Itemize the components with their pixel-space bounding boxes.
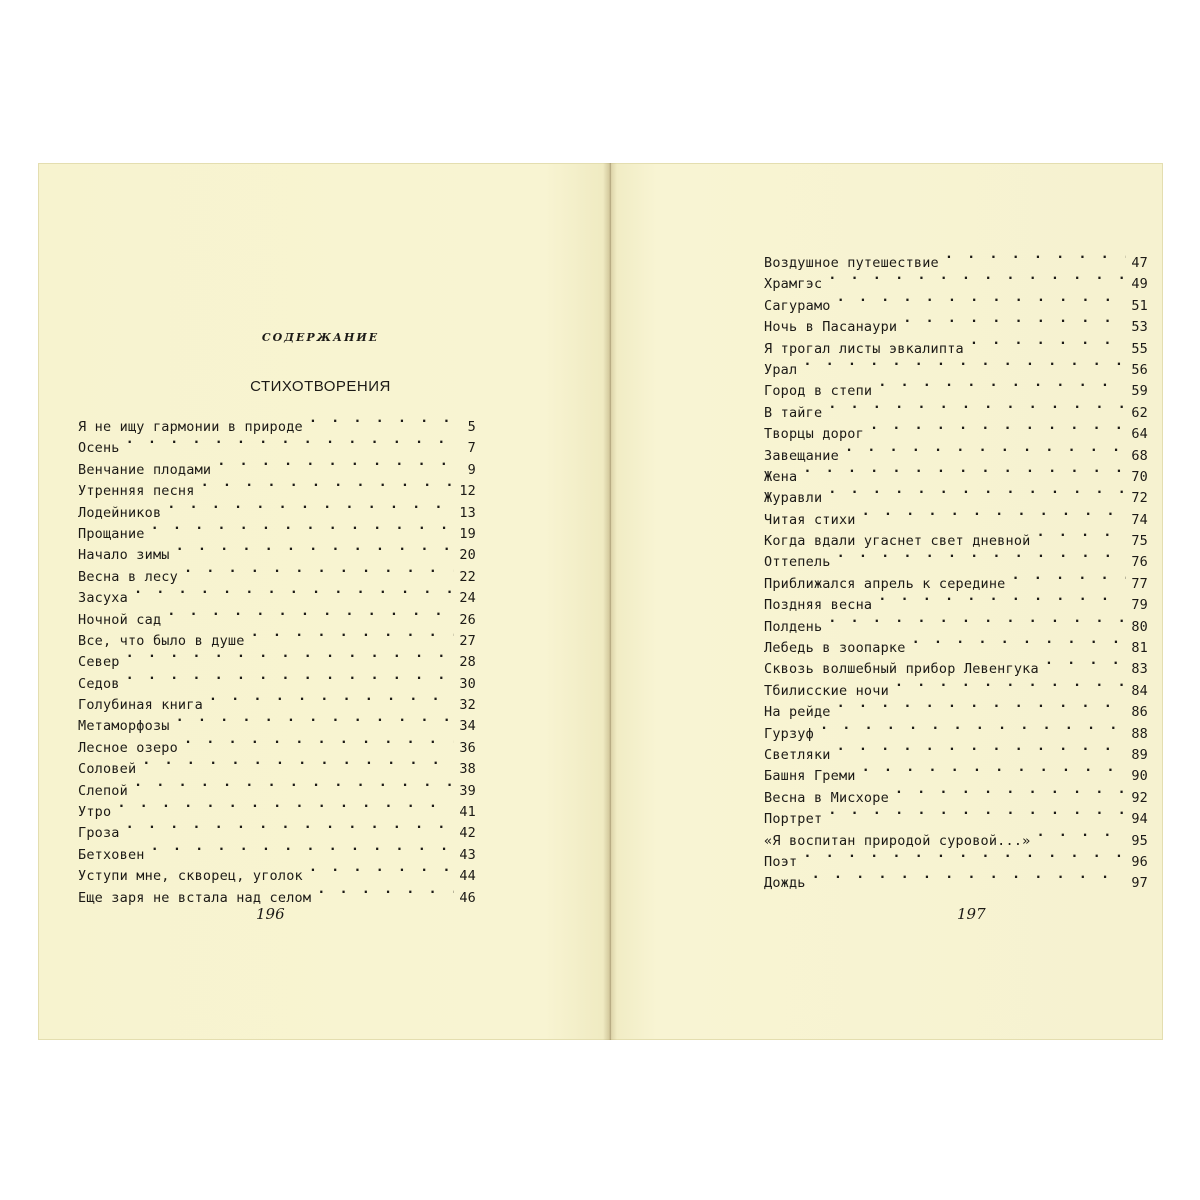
toc-entry-page: 43: [459, 846, 476, 863]
toc-entry: [78, 453, 476, 478]
toc-entry-title: Полдень: [764, 618, 823, 635]
toc-entry-page: 9: [467, 461, 476, 478]
toc-entry-title: Весна в Мисхоре: [764, 789, 889, 806]
toc-entry-page: 56: [1131, 361, 1148, 378]
toc-entry-title: Дождь: [764, 875, 806, 892]
toc-entry-title: Башня Греми: [764, 768, 856, 785]
toc-entry-title: Читая стихи: [764, 511, 856, 528]
toc-entry-title: Гроза: [78, 825, 120, 842]
dot-leader: [828, 802, 1126, 823]
dot-leader: [1045, 652, 1126, 673]
toc-entry-page: 34: [459, 718, 476, 735]
dot-leader: [828, 481, 1126, 502]
dot-leader: [184, 731, 454, 752]
toc-entry: [78, 795, 476, 821]
toc-entry-title: Я трогал листы эвкалипта: [764, 340, 964, 357]
toc-entry: [764, 717, 1148, 742]
dot-leader: [251, 624, 454, 645]
toc-entry-title: Лесное озеро: [78, 739, 178, 756]
toc-entry-page: 64: [1131, 426, 1148, 443]
dot-leader: [862, 759, 1126, 780]
toc-list-left: [78, 410, 476, 906]
toc-entry: [78, 645, 476, 671]
toc-entry: [764, 866, 1148, 892]
dot-leader: [837, 545, 1126, 566]
dot-leader: [184, 560, 454, 581]
toc-entry-page: 19: [459, 525, 476, 542]
dot-leader: [1037, 524, 1127, 545]
toc-entry-title: Осень: [78, 440, 120, 457]
toc-entry-title: Светляки: [764, 746, 831, 763]
toc-entry-title: Поздняя весна: [764, 597, 873, 614]
dot-leader: [828, 267, 1126, 288]
dot-leader: [209, 688, 454, 709]
toc-entry-page: 51: [1131, 297, 1148, 314]
toc-entry-title: «Я воспитан природой суровой...»: [764, 832, 1031, 849]
toc-entry-page: 22: [459, 568, 476, 585]
toc-entry: [764, 353, 1148, 378]
toc-entry: [764, 460, 1148, 485]
open-book: [38, 163, 1163, 1040]
toc-entry: [78, 667, 476, 692]
toc-entry-title: Бетховен: [78, 846, 145, 863]
dot-leader: [151, 517, 454, 538]
toc-entry: [78, 431, 476, 457]
toc-entry-title: Сагурамо: [764, 297, 831, 314]
toc-entry-page: 13: [459, 504, 476, 521]
toc-entry-page: 96: [1131, 853, 1148, 870]
toc-entry-page: 55: [1131, 340, 1148, 357]
dot-leader: [837, 695, 1126, 716]
toc-entry-page: 94: [1131, 811, 1148, 828]
toc-entry-page: 53: [1131, 319, 1148, 336]
toc-entry-title: Когда вдали угаснет свет дневной: [764, 533, 1031, 550]
toc-entry-title: Прощание: [78, 525, 145, 542]
toc-entry-page: 5: [467, 419, 476, 435]
toc-entry-page: 12: [459, 483, 476, 500]
toc-entry-page: 28: [459, 654, 476, 671]
toc-entry-page: 86: [1131, 704, 1148, 721]
dot-leader: [167, 603, 454, 624]
dot-leader: [862, 503, 1126, 524]
toc-entry-page: 68: [1131, 447, 1148, 464]
page-number-left: 196: [256, 905, 285, 923]
toc-entry: [78, 774, 476, 799]
toc-entry: [78, 603, 476, 628]
dot-leader: [309, 410, 454, 431]
toc-entry-page: 62: [1131, 404, 1148, 421]
toc-entry-title: Седов: [78, 675, 120, 692]
toc-entry-page: 47: [1131, 255, 1148, 271]
page-number-right: 197: [957, 905, 986, 923]
toc-entry: [78, 410, 476, 435]
toc-entry-title: Метаморфозы: [78, 718, 170, 735]
toc-entry-page: 88: [1131, 725, 1148, 742]
dot-leader: [201, 474, 454, 495]
toc-entry-title: Ночной сад: [78, 611, 162, 628]
dot-leader: [837, 289, 1126, 310]
toc-entry-title: Утро: [78, 804, 112, 821]
toc-entry-title: Уступи мне, скворец, уголок: [78, 868, 303, 885]
toc-entry-page: 75: [1131, 533, 1148, 550]
dot-leader: [117, 795, 454, 816]
dot-leader: [945, 246, 1126, 267]
toc-entry-page: 44: [459, 868, 476, 885]
toc-entry-title: Венчание плодами: [78, 461, 212, 478]
toc-entry-title: Поэт: [764, 853, 798, 870]
dot-leader: [176, 538, 454, 559]
toc-entry-page: 32: [459, 697, 476, 714]
toc-list-right: [764, 246, 1148, 892]
toc-entry-page: 74: [1131, 511, 1148, 528]
toc-entry-page: 90: [1131, 768, 1148, 785]
toc-entry-title: Воздушное путешествие: [764, 255, 939, 271]
toc-entry-page: 89: [1131, 746, 1148, 763]
toc-entry-title: Город в степи: [764, 383, 873, 400]
toc-entry-page: 59: [1131, 383, 1148, 400]
toc-entry-page: 39: [459, 782, 476, 799]
toc-entry-page: 42: [459, 825, 476, 842]
dot-leader: [803, 353, 1126, 374]
dot-leader: [126, 645, 454, 666]
dot-leader: [803, 460, 1126, 481]
toc-entry: [78, 688, 476, 714]
toc-entry-page: 41: [459, 804, 476, 821]
dot-leader: [870, 417, 1126, 438]
toc-entry-title: Сквозь волшебный прибор Левенгука: [764, 661, 1039, 678]
toc-entry: [78, 838, 476, 863]
toc-entry-page: 24: [459, 590, 476, 607]
dot-leader: [126, 431, 454, 452]
toc-entry-page: 38: [459, 761, 476, 778]
dot-leader: [1012, 567, 1126, 588]
dot-leader: [217, 453, 454, 474]
toc-entry-page: 36: [459, 739, 476, 756]
toc-entry: [764, 738, 1148, 763]
toc-entry-title: Еще заря не встала над селом: [78, 889, 312, 906]
toc-entry-title: Творцы дорог: [764, 426, 864, 443]
dot-leader: [828, 610, 1126, 631]
toc-entry: [764, 246, 1148, 271]
toc-section-heading: СТИХОТВОРЕНИЯ: [250, 378, 391, 395]
toc-entry-title: Утренняя песня: [78, 483, 195, 500]
toc-entry: [764, 481, 1148, 507]
toc-entry-page: 92: [1131, 789, 1148, 806]
toc-entry-title: Соловей: [78, 761, 137, 778]
dot-leader: [167, 496, 454, 517]
dot-leader: [142, 752, 454, 773]
dot-leader: [895, 674, 1126, 695]
dot-leader: [903, 310, 1126, 331]
dot-leader: [845, 439, 1126, 460]
toc-entry-page: 46: [459, 889, 476, 906]
toc-entry-title: Ночь в Пасанаури: [764, 319, 898, 336]
toc-entry-page: 26: [459, 611, 476, 628]
toc-entry-page: 84: [1131, 682, 1148, 699]
toc-entry-page: 76: [1131, 554, 1148, 571]
left-page: [38, 163, 603, 1040]
toc-entry-title: Портрет: [764, 811, 823, 828]
toc-entry-page: 7: [467, 440, 476, 457]
dot-leader: [151, 838, 454, 859]
toc-entry-title: Урал: [764, 361, 798, 378]
dot-leader: [803, 845, 1126, 866]
toc-entry-page: 27: [459, 632, 476, 649]
book-spine: [603, 163, 617, 1040]
dot-leader: [828, 396, 1126, 417]
toc-entry: [764, 374, 1148, 400]
toc-entry-title: Журавли: [764, 490, 823, 507]
dot-leader: [176, 709, 454, 730]
dot-leader: [309, 859, 454, 880]
toc-entry-title: Весна в лесу: [78, 568, 178, 585]
dot-leader: [812, 866, 1126, 887]
toc-entry-page: 83: [1131, 661, 1148, 678]
toc-entry-title: Храмгэс: [764, 276, 823, 293]
toc-entry-page: 49: [1131, 276, 1148, 293]
toc-entry-page: 20: [459, 547, 476, 564]
toc-entry-page: 77: [1131, 575, 1148, 592]
dot-leader: [878, 374, 1126, 395]
toc-entry-title: Засуха: [78, 590, 128, 607]
dot-leader: [837, 738, 1126, 759]
toc-entry-title: Все, что было в душе: [78, 632, 245, 649]
toc-entry-title: Голубиная книга: [78, 697, 203, 714]
dot-leader: [878, 588, 1126, 609]
toc-entry-title: Жена: [764, 468, 798, 485]
toc-entry-page: 81: [1131, 640, 1148, 657]
toc-heading: СОДЕРЖАНИЕ: [261, 331, 380, 344]
toc-entry-title: Тбилисские ночи: [764, 682, 889, 699]
toc-entry: [78, 581, 476, 607]
dot-leader: [126, 816, 454, 837]
toc-entry-title: Гурзуф: [764, 725, 814, 742]
toc-entry-title: Завещание: [764, 447, 839, 464]
dot-leader: [134, 581, 454, 602]
toc-entry-title: Лебедь в зоопарке: [764, 640, 906, 657]
toc-entry-page: 70: [1131, 468, 1148, 485]
dot-leader: [895, 781, 1126, 802]
toc-entry-title: Приближался апрель к середине: [764, 575, 1006, 592]
toc-entry-title: Север: [78, 654, 120, 671]
dot-leader: [134, 774, 454, 795]
toc-entry-title: Я не ищу гармонии в природе: [78, 419, 303, 435]
toc-entry-page: 80: [1131, 618, 1148, 635]
toc-entry-page: 97: [1131, 875, 1148, 892]
toc-entry-title: Слепой: [78, 782, 128, 799]
right-page: [617, 163, 1163, 1040]
dot-leader: [126, 667, 454, 688]
toc-entry-title: Лодейников: [78, 504, 162, 521]
toc-entry-title: Оттепель: [764, 554, 831, 571]
toc-entry-page: 72: [1131, 490, 1148, 507]
toc-entry-title: Начало зимы: [78, 547, 170, 564]
dot-leader: [1037, 824, 1127, 845]
toc-entry-title: В тайге: [764, 404, 823, 421]
toc-entry-page: 79: [1131, 597, 1148, 614]
toc-entry: [764, 845, 1148, 870]
toc-entry: [78, 816, 476, 842]
toc-entry-page: 95: [1131, 832, 1148, 849]
toc-entry-page: 30: [459, 675, 476, 692]
dot-leader: [912, 631, 1126, 652]
toc-entry-title: На рейде: [764, 704, 831, 721]
dot-leader: [970, 332, 1126, 353]
dot-leader: [820, 717, 1126, 738]
dot-leader: [317, 881, 454, 902]
